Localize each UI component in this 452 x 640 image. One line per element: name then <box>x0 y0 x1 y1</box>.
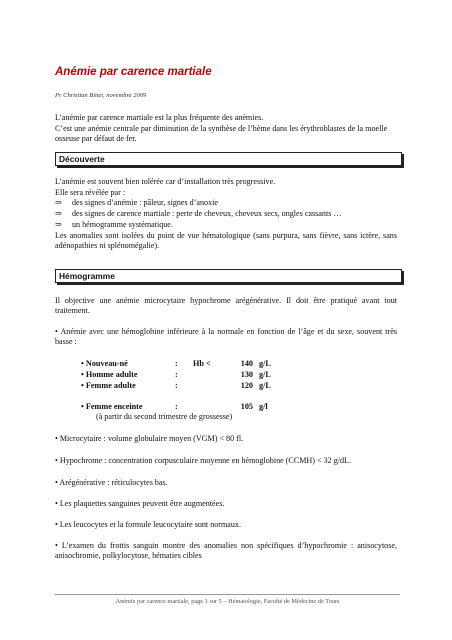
decouverte-closing: Les anomalies sont isolées du point de vue hématologique (sans purpura, sans fièvre, sans ictère, sans adénopathies ni splénomégalie). <box>55 231 397 251</box>
author-line: Pr Christian Binet, novembre 2009 <box>55 92 147 99</box>
threshold-label: • Homme adulte <box>81 370 138 379</box>
threshold-value: 120 <box>240 381 253 390</box>
threshold-unit: g/L <box>259 381 271 390</box>
hemogramme-bullet: • Les plaquettes sanguines peuvent être augmentées. <box>55 499 225 508</box>
threshold-label: • Femme adulte <box>81 381 136 390</box>
decouverte-line-2: Elle sera révélée par : <box>55 188 126 197</box>
intro-line-1: L’anémie par carence martiale est la plus fréquente des anémies. <box>55 113 264 122</box>
threshold-separator: : <box>175 359 178 368</box>
arrow-icon: ⇒ <box>55 198 62 207</box>
decouverte-item <box>55 220 397 230</box>
decouverte-line-1: L’anémie est souvent bien tolérée car d’installation très progressive. <box>55 177 276 186</box>
hemoglobin-threshold-intro: • Anémie avec une hémoglobine inférieure à la normale en fonction de l’âge et du sexe, souvent très basse : <box>55 327 397 347</box>
hemogramme-intro: Il objective une anémie microcytaire hypochrome arégénérative. Il doit être pratiqué avant tout traitement. <box>55 296 397 316</box>
threshold-value: 105 <box>240 402 253 411</box>
decouverte-item-text: un hémogramme systématique. <box>72 220 173 229</box>
hemogramme-bullet: • Les leucocytes et la formule leucocytaire sont normaux. <box>55 520 241 529</box>
decouverte-item <box>55 198 397 208</box>
hemogramme-bullet: • Hypochrome : concentration corpusculaire moyenne en hémoglobine (CCMH) < 32 g/dL. <box>55 456 351 465</box>
intro-line-2: C’est une anémie centrale par diminution de la synthèse de l’hème dans les érythroblastes de la moelle osseuse par défaut de fer. <box>55 124 388 144</box>
threshold-separator: : <box>175 381 178 390</box>
decouverte-item-text: des signes de carence martiale : perte de cheveux, cheveux secs, ongles cassants … <box>72 209 342 218</box>
threshold-separator: : <box>175 370 178 379</box>
arrow-icon: ⇒ <box>55 220 62 229</box>
threshold-unit: g/l <box>259 402 268 411</box>
page-footer: Anémie par carence martiale, page 1 sur 5 – Hématologie, Faculté de Médecine de Tours <box>115 598 340 605</box>
threshold-label: • Femme enceinte <box>81 402 143 411</box>
document-title: Anémie par carence martiale <box>55 66 212 78</box>
footer-divider <box>55 594 400 595</box>
threshold-unit: g/L <box>259 359 271 368</box>
section-header-decouverte: Découverte <box>55 152 402 166</box>
threshold-unit: g/L <box>259 370 271 379</box>
section-header-hemogramme: Hémogramme <box>55 269 402 283</box>
decouverte-item-text: des signes d’anémie : pâleur, signes d’anoxie <box>72 198 218 207</box>
arrow-icon: ⇒ <box>55 209 62 218</box>
hemogramme-bullet: • Microcytaire : volume globulaire moyen (VGM) < 80 fl. <box>55 434 244 443</box>
hb-label: Hb < <box>193 359 211 368</box>
hemogramme-bullet: • Arégénérative : réticulocytes bas. <box>55 478 168 487</box>
threshold-separator: : <box>175 402 178 411</box>
threshold-value: 140 <box>240 359 253 368</box>
pregnancy-note: (à partir du second trimestre de grossesse) <box>96 412 233 421</box>
frottis-paragraph: • L’examen du frottis sanguin montre des anomalies non spécifiques d’hypochromie : anisocytose, anisochromie, polkylocytose, hématies cibles <box>55 541 397 561</box>
decouverte-item <box>55 209 397 219</box>
threshold-value: 130 <box>240 370 253 379</box>
threshold-label: • Nouveau-né <box>81 359 128 368</box>
